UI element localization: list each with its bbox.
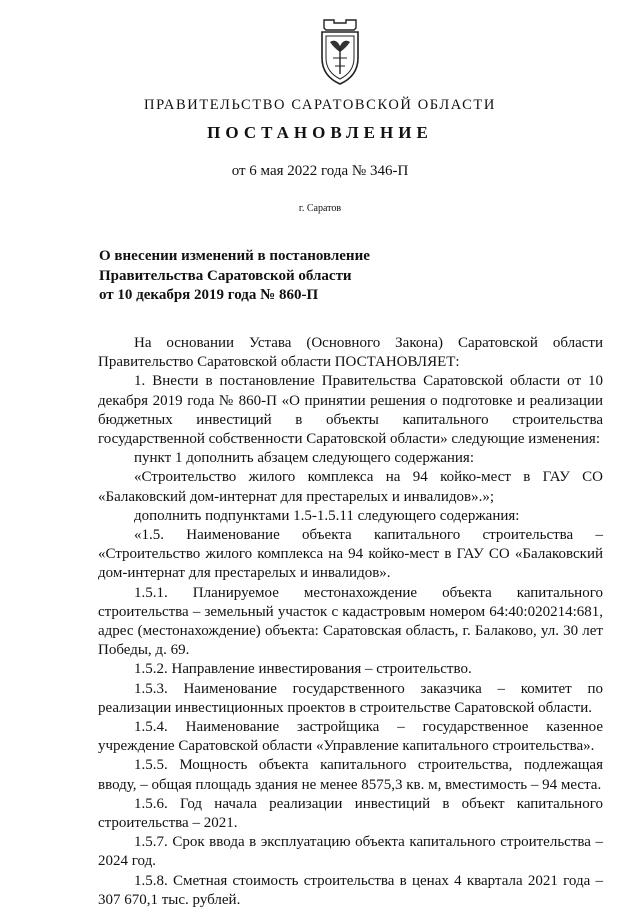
body-paragraph: 1.5.1. Планируемое местонахождение объекта капитального строительства – земельный участок с кадастровым номером 64:40:020214:681, адрес (местонахождение) объекта: Саратовская область, г. Балаково, ул. 30 лет Победы, д. 69. — [98, 584, 603, 659]
body-paragraph: 1.5.5. Мощность объекта капитального строительства, подлежащая вводу, – общая площадь здания не менее 8575,3 кв. м, вместимость – 94 места. — [98, 757, 603, 793]
document-body — [98, 334, 603, 910]
body-paragraph: 1.5.7. Срок ввода в эксплуатацию объекта капитального строительства – 2024 год. — [98, 834, 603, 870]
government-name: ПРАВИТЕЛЬСТВО САРАТОВСКОЙ ОБЛАСТИ — [144, 97, 496, 113]
document-type: ПОСТАНОВЛЕНИЕ — [207, 123, 433, 142]
document-date-number: от 6 мая 2022 года № 346-П — [231, 163, 409, 179]
document-subject — [99, 247, 370, 306]
body-paragraph: пункт 1 дополнить абзацем следующего содержания: — [134, 450, 474, 467]
body-paragraph: 1.5.2. Направление инвестирования – строительство. — [134, 661, 472, 678]
subject-line: О внесении изменений в постановление — [99, 248, 370, 264]
body-paragraph: 1.5.6. Год начала реализации инвестиций в объект капитального строительства – 2021. — [98, 795, 603, 832]
saratov-coat-of-arms-icon — [318, 18, 362, 86]
body-paragraph: 1. Внести в постановление Правительства Саратовской области от 10 декабря 2019 года № 860-П «О принятии решения о подготовке и реализации бюджетных инвестиций в объекты капитального строительства государственной собственности Саратовской области» следующие изменения: — [98, 373, 603, 448]
subject-line: Правительства Саратовской области — [99, 267, 352, 284]
body-paragraph: «1.5. Наименование объекта капитального строительства – «Строительство жилого комплекса на 94 койко-мест в ГАУ СО «Балаковский дом-интернат для престарелых и инвалидов». — [98, 527, 603, 582]
document-city: г. Саратов — [298, 203, 342, 214]
body-paragraph: 1.5.8. Сметная стоимость строительства в ценах 4 квартала 2021 года – 307 670,1 тыс. рублей. — [98, 872, 603, 908]
body-paragraph: дополнить подпунктами 1.5-1.5.11 следующего содержания: — [134, 507, 520, 524]
body-paragraph: 1.5.4. Наименование застройщика – государственное казенное учреждение Саратовской области «Управление капитального строительства». — [98, 719, 603, 755]
body-paragraph: 1.5.3. Наименование государственного заказчика – комитет по реализации инвестиционных проектов в строительстве Саратовской области. — [98, 680, 603, 716]
subject-line: от 10 декабря 2019 года № 860-П — [99, 287, 319, 303]
body-paragraph: На основании Устава (Основного Закона) Саратовской области Правительство Саратовской области ПОСТАНОВЛЯЕТ: — [98, 335, 603, 371]
body-paragraph: «Строительство жилого комплекса на 94 койко-мест в ГАУ СО «Балаковский дом-интернат для престарелых и инвалидов».»; — [98, 469, 603, 505]
